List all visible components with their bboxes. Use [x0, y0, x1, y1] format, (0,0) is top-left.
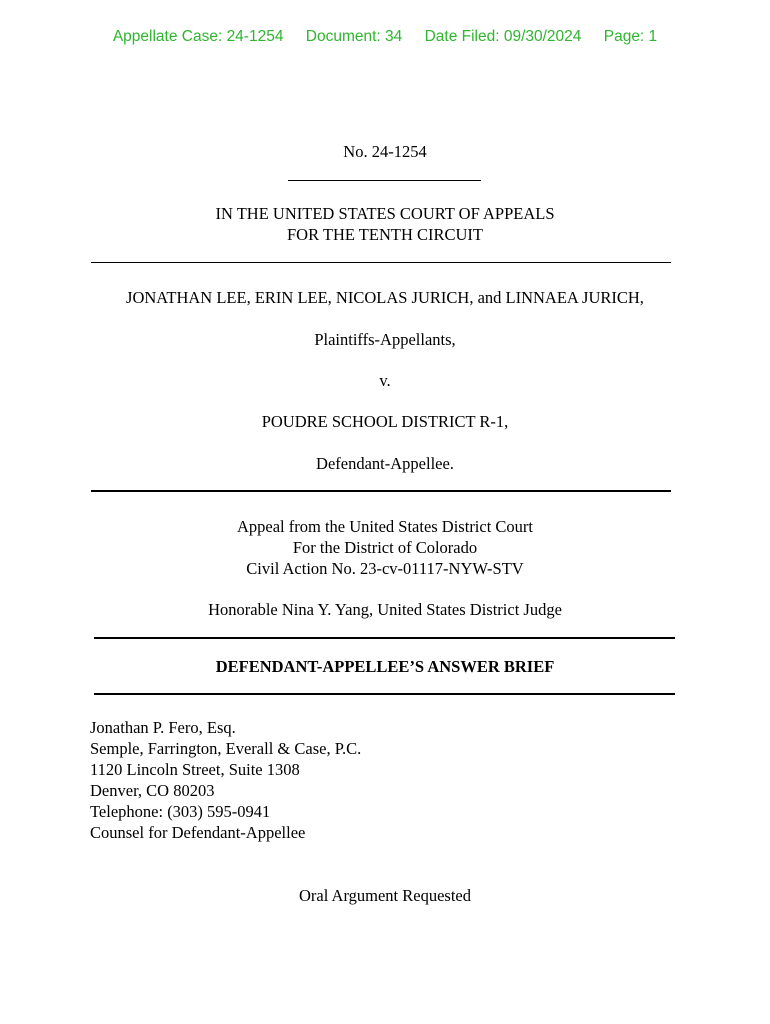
presiding-judge: Honorable Nina Y. Yang, United States District Judge: [208, 600, 562, 619]
counsel-street: 1120 Lincoln Street, Suite 1308: [90, 760, 300, 779]
counsel-city: Denver, CO 80203: [90, 781, 215, 800]
defendant-name: POUDRE SCHOOL DISTRICT R-1,: [261, 412, 509, 431]
defendant-role: Defendant-Appellee.: [316, 454, 454, 473]
versus: v.: [379, 371, 391, 390]
appeal-line-1: Appeal from the United States District Court: [236, 517, 534, 536]
court-line-1: IN THE UNITED STATES COURT OF APPEALS: [215, 204, 555, 223]
counsel-firm: Semple, Farrington, Everall & Case, P.C.: [90, 739, 362, 758]
plaintiffs-role: Plaintiffs-Appellants,: [314, 330, 456, 349]
counsel-role: Counsel for Defendant-Appellee: [90, 823, 306, 842]
header-page: Page: 1: [603, 28, 658, 45]
divider-appeal: [94, 637, 675, 639]
counsel-telephone: Telephone: (303) 595-0941: [90, 802, 271, 821]
divider-short: [288, 180, 481, 181]
divider-parties: [91, 490, 671, 492]
filing-header: [0, 28, 770, 46]
appeal-line-2: For the District of Colorado: [292, 538, 478, 557]
counsel-name: Jonathan P. Fero, Esq.: [90, 718, 236, 737]
divider-court: [91, 262, 671, 263]
brief-title: DEFENDANT-APPELLEE’S ANSWER BRIEF: [215, 657, 555, 676]
header-case: Appellate Case: 24-1254: [112, 28, 284, 45]
divider-title: [94, 693, 675, 695]
plaintiffs-names: JONATHAN LEE, ERIN LEE, NICOLAS JURICH, and LINNAEA JURICH,: [126, 288, 644, 307]
civil-action-number: Civil Action No. 23-cv-01117-NYW-STV: [246, 559, 524, 578]
header-date-filed: Date Filed: 09/30/2024: [424, 28, 582, 45]
court-line-2: FOR THE TENTH CIRCUIT: [286, 225, 484, 244]
case-number: No. 24-1254: [343, 142, 427, 161]
oral-argument-notice: Oral Argument Requested: [299, 886, 471, 905]
header-document: Document: 34: [305, 28, 403, 45]
counsel-block: [90, 717, 361, 843]
